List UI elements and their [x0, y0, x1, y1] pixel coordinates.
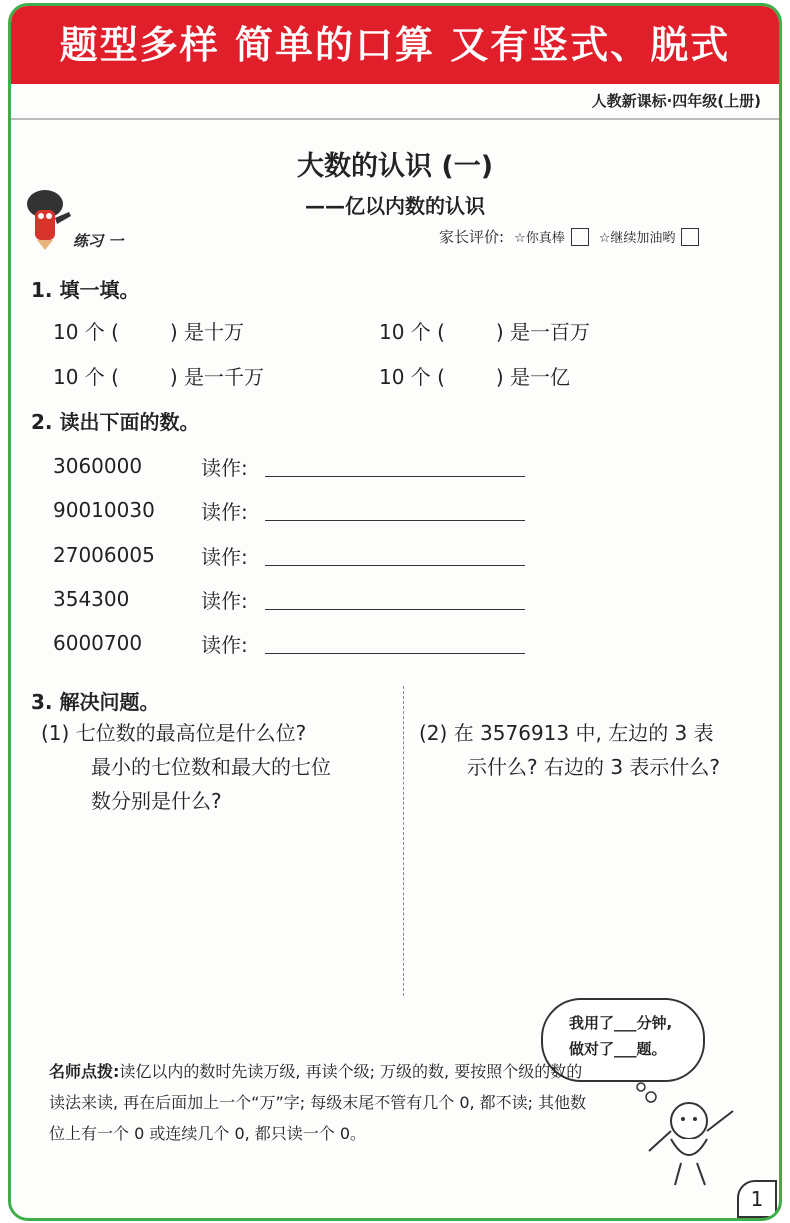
q2-number: 90010030: [53, 498, 155, 522]
read-label: 读作:: [201, 545, 248, 569]
q3-part1: [41, 716, 331, 818]
answer-line[interactable]: [265, 609, 525, 610]
answer-line[interactable]: [265, 653, 525, 654]
answer-line[interactable]: [265, 565, 525, 566]
header-divider: [11, 118, 779, 120]
q3-part2-line: 示什么? 右边的 3 表示什么?: [467, 755, 721, 779]
column-divider: [403, 686, 404, 996]
q2-number: 27006005: [53, 543, 155, 567]
cartoon-character-icon: [623, 1081, 753, 1191]
exercise-label: 练习 一: [73, 232, 124, 250]
q2-number: 6000700: [53, 631, 143, 655]
evaluation-option-great: ☆你真棒: [514, 231, 565, 246]
read-label: 读作:: [201, 633, 248, 657]
tip-text: 读亿以内的数时先读万级, 再读个级; 万级的数, 要按照个级的数的读法来读, 再在后面加上一个“万”字; 每级末尾不管有几个 0, 都不读; 其他数位上有一个 0 或连续几个 0, 都只读一个 0。: [49, 1062, 587, 1143]
tip-heading: 名师点拨:: [49, 1062, 120, 1081]
q1-item: 10 个 ( ) 是十万: [53, 320, 244, 344]
q2-heading: 2. 读出下面的数。: [31, 410, 200, 434]
q1-item: 10 个 ( ) 是一千万: [53, 365, 264, 389]
checkbox-keep-going[interactable]: [681, 228, 699, 246]
grade-tag: 人教新课标·四年级(上册): [591, 92, 761, 110]
evaluation-label: 家长评价:: [439, 228, 505, 246]
q1-item: 10 个 ( ) 是一百万: [379, 320, 590, 344]
q3-part1-line: 数分别是什么?: [91, 789, 222, 813]
teacher-tip: [49, 1056, 589, 1149]
read-label: 读作:: [201, 456, 248, 480]
page-subtitle: ——亿以内数的认识: [305, 194, 485, 218]
q2-number: 3060000: [53, 454, 143, 478]
checkbox-great[interactable]: [571, 228, 589, 246]
read-label: 读作:: [201, 500, 248, 524]
q3-part2: [419, 716, 720, 784]
q1-heading: 1. 填一填。: [31, 278, 140, 302]
q3-part1-line: 最小的七位数和最大的七位: [91, 755, 331, 779]
page-title: 大数的认识 (一): [296, 151, 494, 182]
q3-part2-line: (2) 在 3576913 中, 左边的 3 表: [419, 721, 714, 745]
time-used-text: 我用了___分钟,: [569, 1014, 673, 1032]
read-label: 读作:: [201, 589, 248, 613]
q1-item: 10 个 ( ) 是一亿: [379, 365, 570, 389]
page-frame: [8, 3, 782, 1221]
q3-part1-line: (1) 七位数的最高位是什么位?: [41, 721, 307, 745]
q2-number: 354300: [53, 587, 130, 611]
parent-evaluation: [439, 226, 699, 247]
correct-count-text: 做对了___题。: [569, 1040, 667, 1058]
answer-line[interactable]: [265, 476, 525, 477]
pencil-mascot-icon: [17, 182, 81, 252]
promo-banner: 题型多样 简单的口算 又有竖式、脱式: [11, 6, 779, 84]
page-number: 1: [737, 1180, 777, 1218]
evaluation-option-keep-going: ☆继续加油哟: [598, 231, 676, 246]
q3-heading: 3. 解决问题。: [31, 690, 160, 714]
answer-line[interactable]: [265, 520, 525, 521]
